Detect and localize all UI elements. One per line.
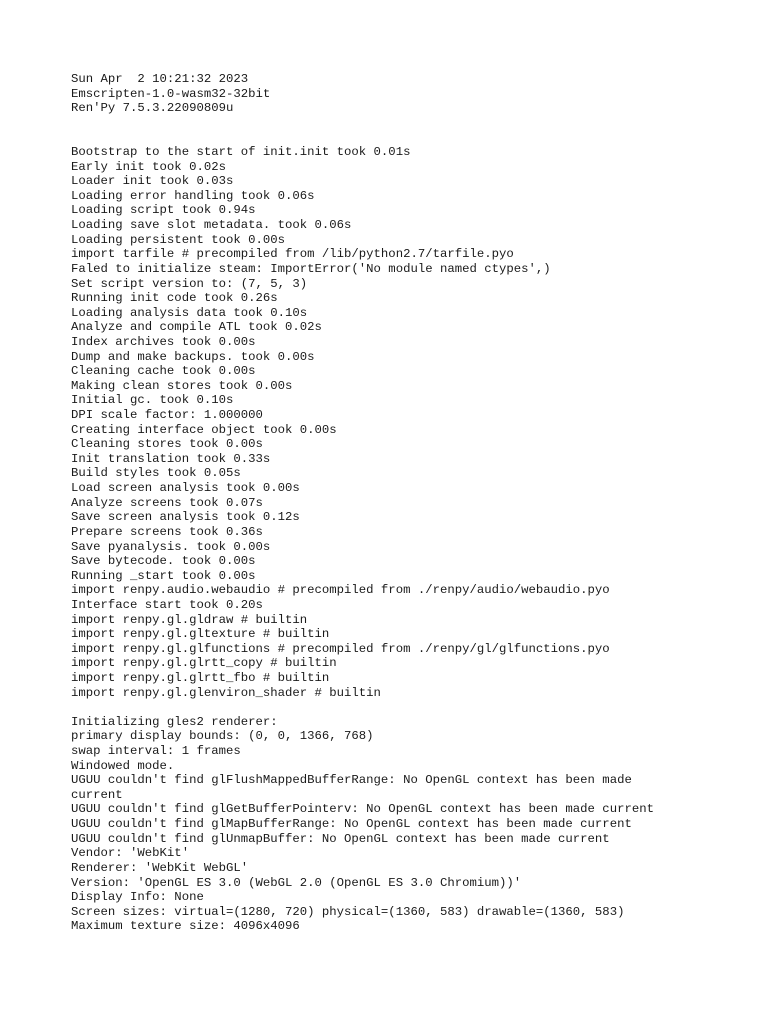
log-line: Loading error handling took 0.06s: [71, 188, 315, 203]
log-line: current: [71, 787, 123, 802]
log-line: UGUU couldn't find glMapBufferRange: No OpenGL context has been made current: [71, 817, 632, 832]
log-text: [71, 72, 751, 934]
log-line: Cleaning cache took 0.00s: [71, 364, 256, 379]
log-line: Maximum texture size: 4096x4096: [71, 919, 300, 934]
log-line: Cleaning stores took 0.00s: [71, 437, 263, 452]
log-line: Running _start took 0.00s: [71, 568, 256, 583]
log-line: Sun Apr 2 10:21:32 2023: [71, 72, 249, 86]
log-line: Prepare screens took 0.36s: [71, 524, 263, 539]
log-line: UGUU couldn't find glGetBufferPointerv: No OpenGL context has been made current: [71, 802, 654, 817]
log-line: Emscripten-1.0-wasm32-32bit: [71, 86, 271, 101]
log-line: UGUU couldn't find glFlushMappedBufferRange: No OpenGL context has been made: [71, 773, 632, 788]
log-line: Init translation took 0.33s: [71, 451, 271, 466]
log-line: Build styles took 0.05s: [71, 466, 241, 481]
log-line: Analyze and compile ATL took 0.02s: [71, 320, 322, 335]
log-line: [71, 130, 751, 145]
log-line: Vendor: 'WebKit': [71, 846, 190, 861]
log-line: Initializing gles2 renderer:: [71, 714, 278, 729]
log-line: Faled to initialize steam: ImportError('No module named ctypes',): [71, 261, 551, 276]
log-line: [71, 700, 751, 715]
log-line: Early init took 0.02s: [71, 159, 226, 174]
log-line: import renpy.gl.glfunctions # precompiled from ./renpy/gl/glfunctions.pyo: [71, 641, 610, 656]
log-line: import renpy.audio.webaudio # precompiled from ./renpy/audio/webaudio.pyo: [71, 583, 610, 598]
log-line: Renderer: 'WebKit WebGL': [71, 860, 249, 875]
log-line: DPI scale factor: 1.000000: [71, 408, 263, 423]
log-line: Save screen analysis took 0.12s: [71, 510, 300, 525]
log-line: import renpy.gl.glrtt_copy # builtin: [71, 656, 337, 671]
log-line: Version: 'OpenGL ES 3.0 (WebGL 2.0 (OpenGL ES 3.0 Chromium))': [71, 875, 522, 890]
log-line: swap interval: 1 frames: [71, 744, 241, 759]
log-line: UGUU couldn't find glUnmapBuffer: No OpenGL context has been made current: [71, 831, 610, 846]
log-line: Loader init took 0.03s: [71, 174, 234, 189]
log-line: Load screen analysis took 0.00s: [71, 481, 300, 496]
log-line: Initial gc. took 0.10s: [71, 393, 234, 408]
log-line: import renpy.gl.gldraw # builtin: [71, 612, 308, 627]
log-line: Screen sizes: virtual=(1280, 720) physical=(1360, 583) drawable=(1360, 583): [71, 904, 625, 919]
log-line: import tarfile # precompiled from /lib/python2.7/tarfile.pyo: [71, 247, 514, 262]
log-line: primary display bounds: (0, 0, 1366, 768): [71, 729, 374, 744]
log-line: Save bytecode. took 0.00s: [71, 554, 256, 569]
log-line: Bootstrap to the start of init.init took 0.01s: [71, 145, 411, 160]
log-line: Loading analysis data took 0.10s: [71, 305, 308, 320]
log-line: Interface start took 0.20s: [71, 597, 263, 612]
log-line: Loading save slot metadata. took 0.06s: [71, 218, 352, 233]
log-line: Ren'Py 7.5.3.22090809u: [71, 101, 234, 116]
log-line: Running init code took 0.26s: [71, 291, 278, 306]
log-line: Making clean stores took 0.00s: [71, 378, 293, 393]
log-line: Index archives took 0.00s: [71, 334, 256, 349]
log-line: Loading script took 0.94s: [71, 203, 256, 218]
log-line: Loading persistent took 0.00s: [71, 232, 286, 247]
log-line: import renpy.gl.glenviron_shader # builtin: [71, 685, 381, 700]
log-line: Analyze screens took 0.07s: [71, 495, 263, 510]
log-line: Set script version to: (7, 5, 3): [71, 276, 308, 291]
log-line: [71, 116, 751, 131]
log-line: Windowed mode.: [71, 758, 175, 773]
log-line: Display Info: None: [71, 890, 204, 905]
log-line: import renpy.gl.gltexture # builtin: [71, 627, 330, 642]
log-line: Dump and make backups. took 0.00s: [71, 349, 315, 364]
log-line: import renpy.gl.glrtt_fbo # builtin: [71, 670, 330, 685]
log-line: Creating interface object took 0.00s: [71, 422, 337, 437]
log-line: Save pyanalysis. took 0.00s: [71, 539, 271, 554]
